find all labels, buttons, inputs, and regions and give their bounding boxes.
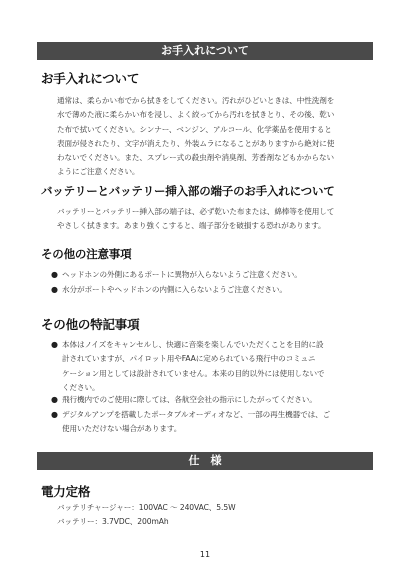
care-line: 表面が侵されたり、文字が消えたり、外装ムラになることがありますから絶対に使 bbox=[57, 138, 335, 148]
bullet-icon: ● bbox=[51, 340, 58, 349]
battery-paragraph bbox=[57, 205, 372, 234]
special-line: ケーション用としては設計されていません。本来の目的以外には使用しないで bbox=[62, 368, 325, 378]
other-notes-line: 水分がポートやヘッドホンの内側に入らないようご注意ください。 bbox=[62, 285, 287, 294]
care-heading: お手入れについて bbox=[41, 71, 140, 86]
power-line: バッテリチャージャー：100VAC ～ 240VAC、5.5W bbox=[57, 503, 236, 512]
care-paragraph bbox=[57, 94, 372, 180]
bullet-icon: ● bbox=[51, 285, 58, 294]
special-line: 飛行機内でのご使用に際しては、各航空会社の指示にしたがってください。 bbox=[62, 395, 317, 404]
other-notes-item bbox=[51, 283, 375, 297]
bullet-icon: ● bbox=[51, 410, 58, 419]
power-heading: 電力定格 bbox=[41, 484, 91, 499]
section-bar-care: お手入れについて bbox=[37, 42, 373, 60]
special-line: 使用いただけない場合があります。 bbox=[62, 424, 182, 434]
other-notes-heading: その他の注意事項 bbox=[41, 247, 132, 261]
care-line: 通常は、柔らかい布でから拭きをしてください。汚れがひどいときは、中性洗剤を bbox=[57, 96, 335, 105]
special-item bbox=[51, 338, 375, 395]
special-item bbox=[51, 393, 375, 407]
other-notes-item bbox=[51, 268, 375, 282]
battery-line: やさしく拭きます。あまり強くこすると、端子部分を破損する恐れがあります。 bbox=[57, 221, 326, 231]
power-paragraph bbox=[57, 501, 372, 530]
power-line: バッテリー：3.7VDC、200mAh bbox=[57, 517, 169, 527]
bullet-icon: ● bbox=[51, 395, 58, 404]
care-line: た布で拭いてください。シンナー、ベンジン、アルコール、化学薬品を使用すると bbox=[57, 124, 332, 134]
care-line: 水で薄めた液に柔らかい布を浸し、よく絞ってから汚れを拭きとり、その後、乾い bbox=[57, 110, 335, 120]
special-line: 計されていますが、パイロット用やFAAに定められている飛行中のコミュニ bbox=[62, 354, 316, 364]
care-line: わないでください。また、スプレー式の殺虫剤や消臭剤、芳香剤などもかからない bbox=[57, 153, 334, 163]
special-line: デジタルアンプを搭載したポータブルオーディオなど、一部の再生機器では、ご bbox=[62, 410, 331, 419]
special-heading: その他の特記事項 bbox=[41, 317, 140, 332]
care-line: ようにご注意ください。 bbox=[57, 167, 140, 177]
other-notes-line: ヘッドホンの外側にあるポートに異物が入らないようご注意ください。 bbox=[62, 270, 302, 279]
special-item bbox=[51, 408, 375, 437]
page-number: 11 bbox=[199, 550, 211, 559]
battery-heading: バッテリーとバッテリー挿入部の端子のお手入れについて bbox=[41, 184, 335, 198]
special-line: 本体はノイズをキャンセルし、快適に音楽を楽しんでいただくことを目的に設 bbox=[62, 340, 324, 349]
section-bar-spec: 仕 様 bbox=[37, 452, 373, 470]
special-line: ください。 bbox=[62, 382, 100, 392]
bullet-icon: ● bbox=[51, 270, 58, 279]
battery-line: バッテリーとバッテリー挿入部の端子は、必ず乾いた布または、綿棒等を使用して bbox=[57, 207, 335, 216]
